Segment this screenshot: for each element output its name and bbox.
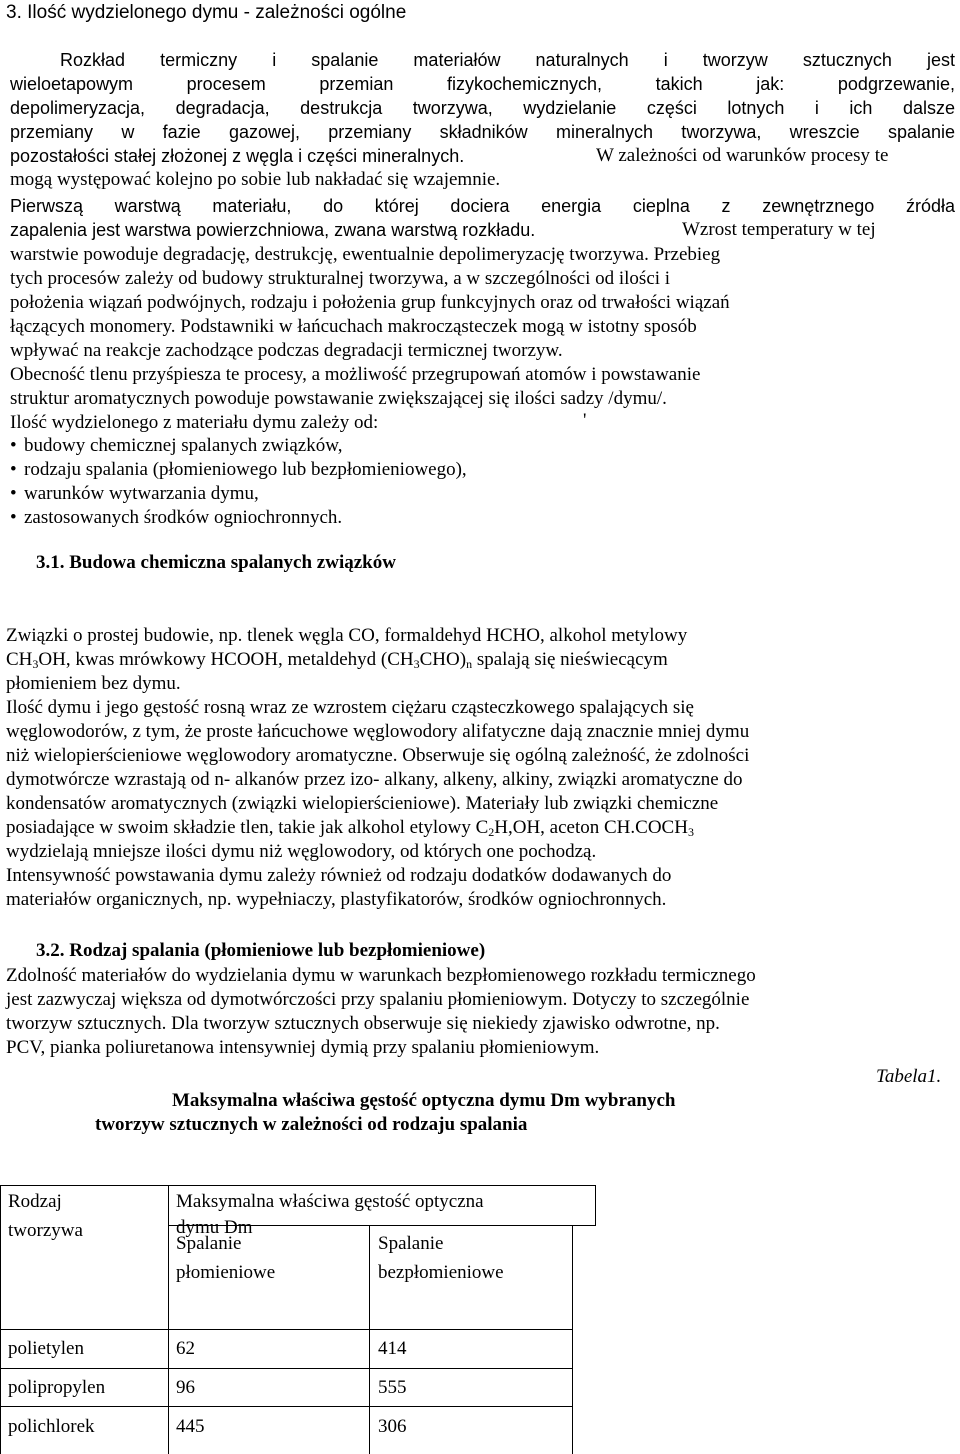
intro-line: Pierwszą warstwą materiału, do której dociera energia cieplna z zewnętrznego źródła (10, 196, 955, 216)
section-heading: 3.1. Budowa chemiczna spalanych związków (36, 552, 396, 573)
bullet-icon: • (10, 483, 17, 504)
subheader-flame: Spalanie (176, 1233, 242, 1254)
subheader-nonflame: Spalanie (378, 1233, 444, 1254)
bullet-item: • budowy chemicznej spalanych związków, (10, 435, 343, 456)
stray-mark: ' (583, 410, 587, 431)
table-border (0, 1185, 596, 1186)
intro-line: pozostałości stałej złożonej z węgla i części mineralnych. (10, 146, 465, 166)
page-title: 3. Ilość wydzielonego dymu - zależności ogólne (6, 2, 407, 23)
intro-line: Wzrost temperatury w tej (682, 219, 876, 240)
table-border (0, 1185, 1, 1454)
intro-line: położenia wiązań podwójnych, rodzaju i położenia grup funkcyjnych oraz od trwałości wiązań (10, 292, 730, 313)
bullet-item: • warunków wytwarzania dymu, (10, 483, 259, 504)
intro-line: W zależności od warunków procesy te (596, 145, 889, 166)
table-border (0, 1329, 573, 1330)
intro-line: struktur aromatycznych powoduje powstawanie zwiększającej się ilości sadzy /dymu/. (10, 388, 667, 409)
body-line: Zdolność materiałów do wydzielania dymu w warunkach bezpłomienowego rozkładu termicznego (6, 965, 756, 986)
table-border (572, 1225, 573, 1454)
body-line: kondensatów aromatycznych (związki wielopierścieniowe). Materiały lub związki chemiczne (6, 793, 719, 814)
intro-line: przemiany w fazie gazowej, przemiany składników mineralnych tworzywa, wreszcie spalanie (10, 122, 955, 142)
body-line: Ilość dymu i jego gęstość rosną wraz ze wzrostem ciężaru cząsteczkowego spalających się (6, 697, 694, 718)
intro-line: Rozkład termiczny i spalanie materiałów naturalnych i tworzyw sztucznych jest (60, 50, 955, 70)
body-line: Intensywność powstawania dymu zależy również od rodzaju dodatków dodawanych do (6, 865, 672, 886)
body-line: węglowodorów, z tym, że proste łańcuchowe węglowodory alifatyczne dają znacznie mniej dymu (6, 721, 750, 742)
table-border (369, 1225, 370, 1454)
intro-line: warstwie powoduje degradację, destrukcję, ewentualnie depolimeryzację tworzywa. Przebieg (10, 244, 721, 265)
table-cell-flame: 96 (176, 1377, 195, 1398)
table-label: Tabela1. (876, 1066, 942, 1087)
table-border (0, 1406, 573, 1407)
intro-line: wieloetapowym procesem przemian fizykochemicznych, takich jak: podgrzewanie, (10, 74, 955, 94)
body-line: jest zazwyczaj większa od dymotwórczości przy spalaniu płomieniowym. Dotyczy to szczególnie (6, 989, 750, 1010)
subheader-nonflame: bezpłomieniowe (378, 1262, 504, 1283)
body-line: Związki o prostej budowie, np. tlenek węgla CO, formaldehyd HCHO, alkohol metylowy (6, 625, 688, 646)
intro-line: wpływać na reakcje zachodzące podczas degradacji termicznej tworzyw. (10, 340, 563, 361)
header-material: tworzywa (8, 1220, 83, 1241)
table-title: tworzyw sztucznych w zależności od rodzaju spalania (95, 1114, 528, 1135)
header-material: Rodzaj (8, 1191, 62, 1212)
body-line: tworzyw sztucznych. Dla tworzyw sztucznych obserwuje się niekiedy zjawisko odwrotne, np. (6, 1013, 720, 1034)
table-title: Maksymalna właściwa gęstość optyczna dymu Dm wybranych (172, 1090, 676, 1111)
table-cell-nonflame: 414 (378, 1338, 407, 1359)
table-cell-material: polichlorek (8, 1416, 95, 1437)
formula-line: posiadające w swoim składzie tlen, takie jak alkohol etylowy $C_2H,OH$, aceton $CH.COCH_3$ (6, 817, 694, 839)
table-cell-nonflame: 555 (378, 1377, 407, 1398)
table-border (0, 1368, 573, 1369)
table-cell-nonflame: 306 (378, 1416, 407, 1437)
section-heading: 3.2. Rodzaj spalania (płomieniowe lub bezpłomieniowe) (36, 940, 486, 961)
intro-line: zapalenia jest warstwa powierzchniowa, zwana warstwą rozkładu. (10, 220, 536, 240)
table-cell-flame: 62 (176, 1338, 195, 1359)
formula-line: $CH_3OH$, kwas mrówkowy HCOOH, metaldehyd $(CH_3CHO)_n$ spalają się nieświecącym (6, 649, 668, 671)
body-line: materiałów organicznych, np. wypełniaczy, plastyfikatorów, środków ogniochronnych. (6, 889, 667, 910)
intro-line: mogą występować kolejno po sobie lub nakładać się wzajemnie. (10, 169, 501, 190)
bullet-item: • zastosowanych środków ogniochronnych. (10, 507, 343, 528)
intro-line: Obecność tlenu przyśpiesza te procesy, a możliwość przegrupowań atomów i powstawanie (10, 364, 701, 385)
bullet-item: • rodzaju spalania (płomieniowego lub bezpłomieniowego), (10, 459, 467, 480)
table-cell-material: polietylen (8, 1338, 84, 1359)
table-border (595, 1185, 596, 1225)
header-max-density: Maksymalna właściwa gęstość optyczna (176, 1191, 484, 1212)
body-line: niż wielopierścieniowe węglowodory aromatyczne. Obserwuje się ogólną zależność, że zdolności (6, 745, 750, 766)
table-cell-material: polipropylen (8, 1377, 106, 1398)
intro-line: Ilość wydzielonego z materiału dymu zależy od: (10, 412, 379, 433)
body-line: płomieniem bez dymu. (6, 673, 181, 694)
bullet-icon: • (10, 459, 17, 480)
body-line: PCV, pianka poliuretanowa intensywniej dymią przy spalaniu płomieniowym. (6, 1037, 600, 1058)
bullet-icon: • (10, 435, 17, 456)
body-line: dymotwórcze wzrastają od n- alkanów przez izo- alkany, alkeny, alkiny, związki aromatyczne do (6, 769, 743, 790)
header-max-density-cut: dymu Dm (176, 1217, 253, 1238)
body-line: wydzielają mniejsze ilości dymu niż węglowodory, od których one pochodzą. (6, 841, 597, 862)
subheader-flame: płomieniowe (176, 1262, 276, 1283)
intro-line: łączących monomery. Podstawniki w łańcuchach makrocząsteczek mogą w istotny sposób (10, 316, 697, 337)
intro-line: tych procesów zależy od budowy strukturalnej tworzywa, a w szczególności od ilości i (10, 268, 671, 289)
intro-line: depolimeryzacja, degradacja, destrukcja tworzywa, wydzielanie części lotnych i ich dalsze (10, 98, 955, 118)
bullet-icon: • (10, 507, 17, 528)
table-cell-flame: 445 (176, 1416, 205, 1437)
